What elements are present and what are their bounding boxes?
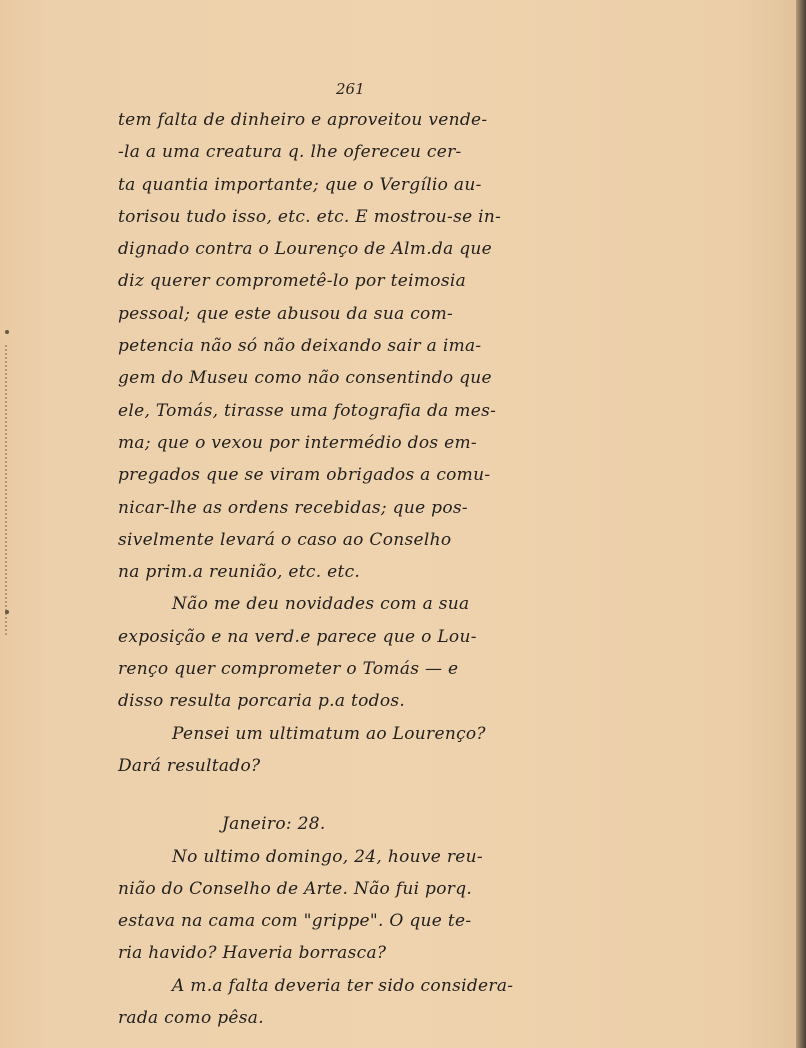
- text-line: rada como pêsa.: [118, 1008, 264, 1029]
- text-line: pregados que se viram obrigados a comu-: [118, 465, 491, 486]
- text-line: Dará resultado?: [118, 755, 261, 776]
- handwritten-text: [118, 104, 598, 1034]
- text-line: diz querer comprometê-lo por teimosia: [118, 271, 467, 292]
- text-line: nicar-lhe as ordens recebidas; que pos-: [118, 497, 468, 518]
- text-line: pessoal; que este abusou da sua com-: [118, 303, 454, 324]
- text-line: Pensei um ultimatum ao Lourenço?: [172, 723, 486, 744]
- text-line: na prim.a reunião, etc. etc.: [118, 562, 361, 583]
- binding-stitches: [5, 345, 15, 635]
- text-line: ma; que o vexou por intermédio dos em-: [118, 432, 477, 453]
- text-line: -la a uma creatura q. lhe ofereceu cer-: [118, 142, 462, 163]
- blank-line: [118, 782, 598, 808]
- text-line: Não me deu novidades com a sua: [172, 594, 470, 615]
- text-line: No ultimo domingo, 24, houve reu-: [172, 846, 483, 867]
- text-line: ria havido? Haveria borrasca?: [118, 943, 387, 964]
- text-line: A m.a falta deveria ter sido considera-: [172, 975, 514, 996]
- text-line: disso resulta porcaria p.a todos.: [118, 691, 406, 712]
- page-edge-shadow: [796, 0, 806, 1048]
- binding-hole: [5, 330, 9, 334]
- text-line: ele, Tomás, tirasse uma fotografia da mes-: [118, 400, 497, 421]
- text-line: ta quantia importante; que o Vergílio au-: [118, 174, 482, 195]
- page-number: 261: [336, 80, 365, 98]
- text-line: exposição e na verd.e parece que o Lou-: [118, 626, 477, 647]
- text-line: petencia não só não deixando sair a ima-: [118, 336, 482, 357]
- text-line: estava na cama com "grippe". O que te-: [118, 911, 472, 932]
- text-line: gem do Museu como não consentindo que: [118, 368, 492, 389]
- text-line: dignado contra o Lourenço de Alm.da que: [118, 239, 493, 260]
- text-line: tem falta de dinheiro e aproveitou vende-: [118, 110, 488, 130]
- text-line: renço quer comprometer o Tomás — e: [118, 659, 459, 680]
- binding-hole: [5, 610, 9, 614]
- text-line: torisou tudo isso, etc. etc. E mostrou-se in-: [118, 206, 502, 227]
- text-line: nião do Conselho de Arte. Não fui porq.: [118, 878, 473, 899]
- date-heading: Janeiro: 28.: [222, 814, 326, 835]
- text-line: sivelmente levará o caso ao Conselho: [118, 529, 452, 550]
